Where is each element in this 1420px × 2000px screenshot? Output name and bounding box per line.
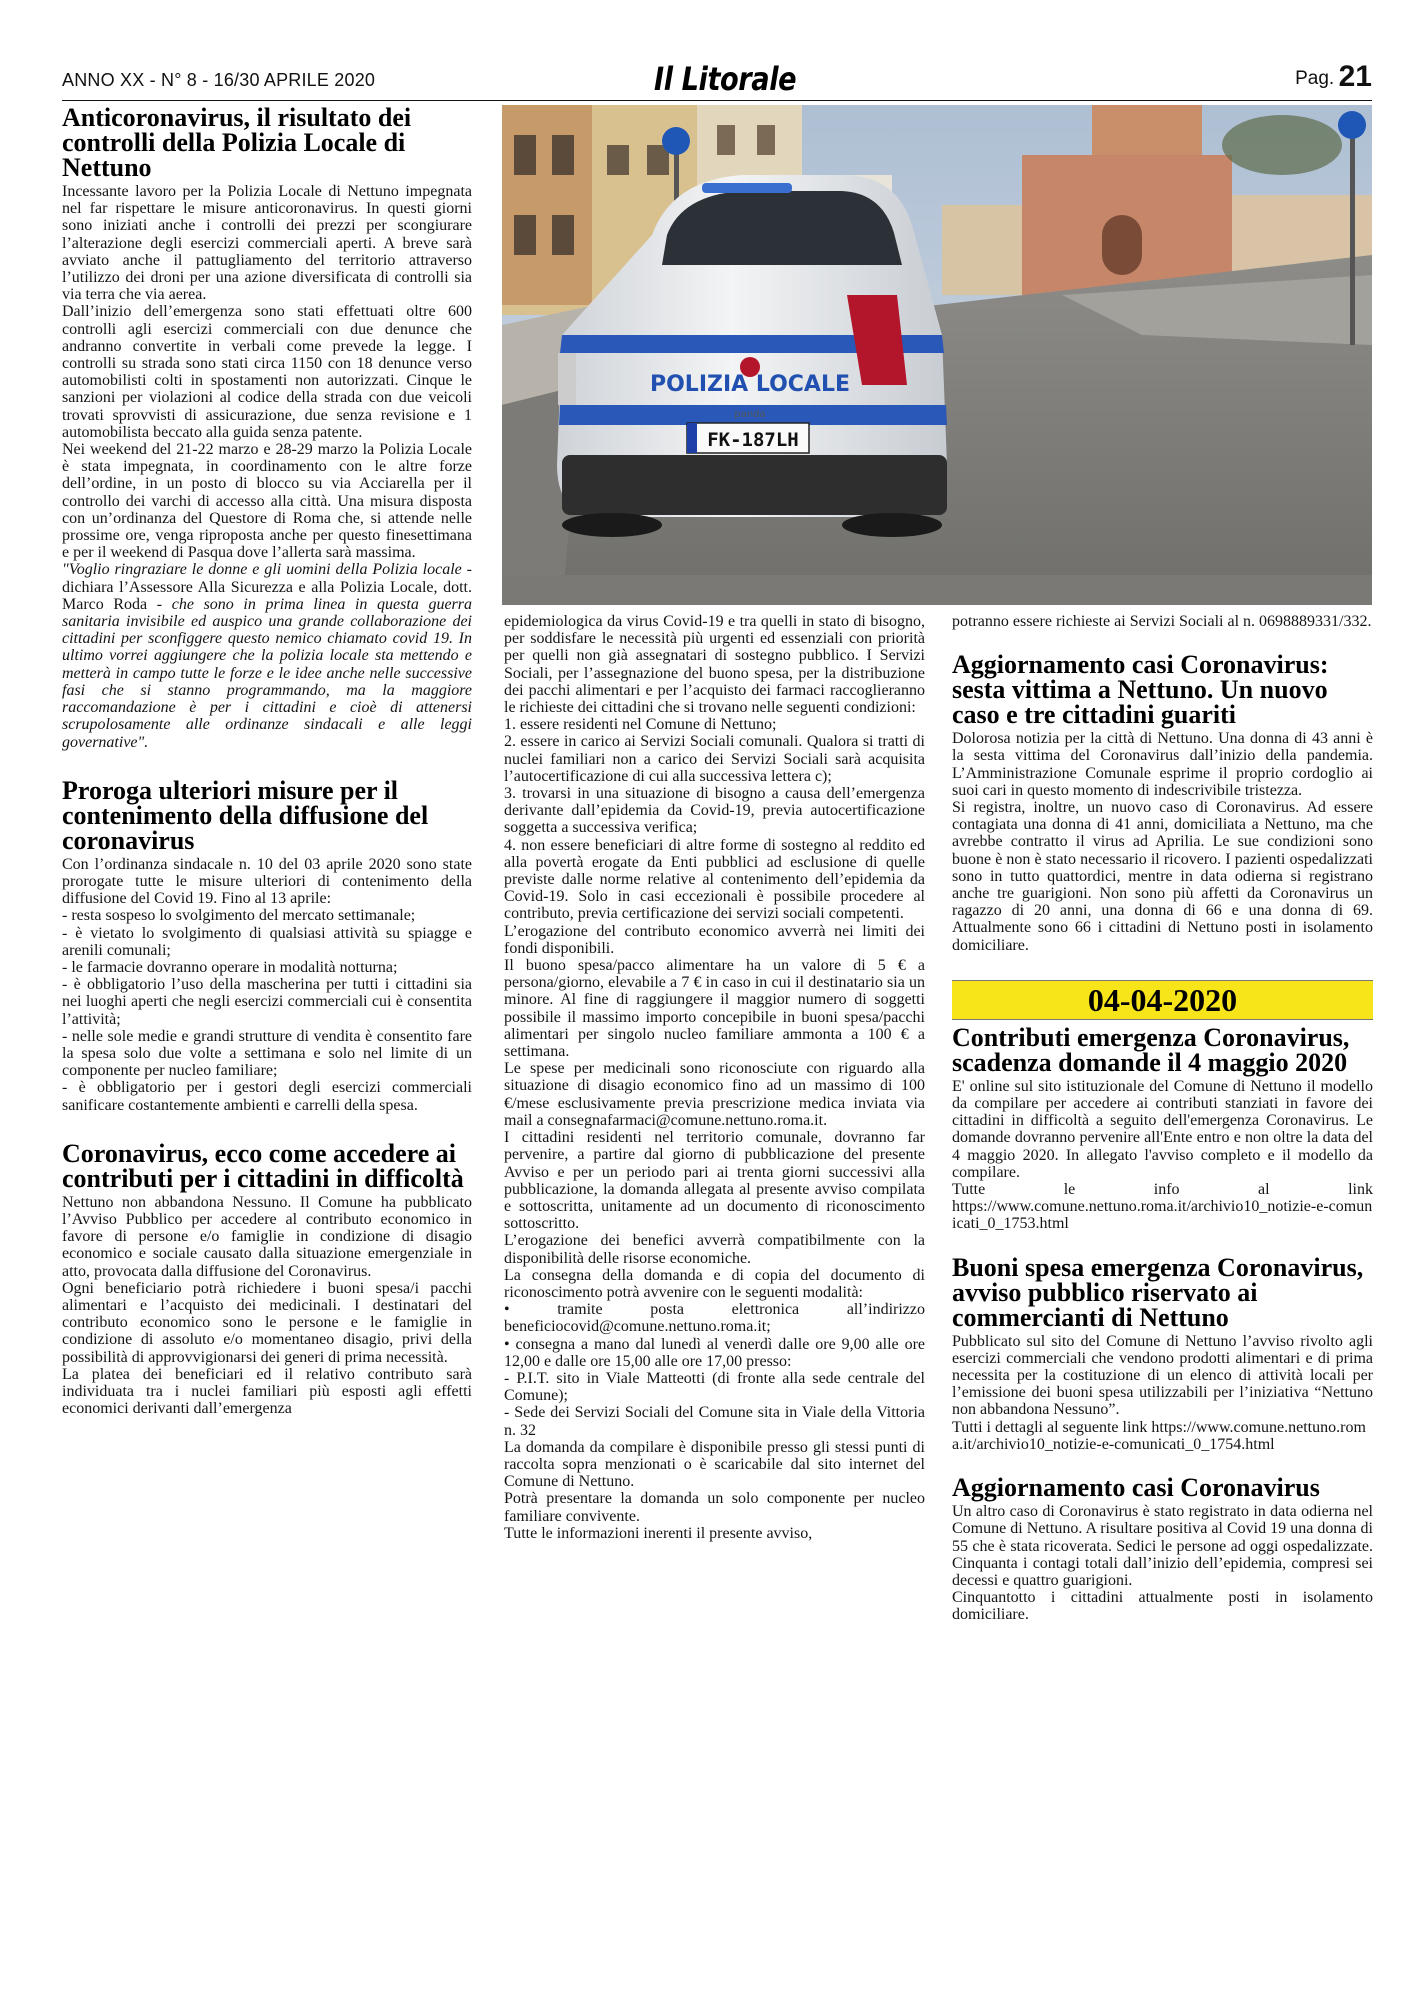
article-link[interactable]: https://www.comune.nettuno.roma.it/archivio10_notizie-e-comunicati_0_1753.html: [952, 1198, 1373, 1233]
page-number-value: 21: [1338, 60, 1372, 93]
article-paragraph: Un altro caso di Coronavirus è stato registrato in data odierna nel Comune di Nettuno. A risultare positiva al Covid 19 una donna di 55 che è stata ricoverata. Sedici le persone ad oggi ospedalizzate. Cinquanta i contagi totali dall’inizio dell’epidemia, compresi sei decessi e quattro guarigioni.: [952, 1503, 1373, 1589]
article-title-sesta-vittima: Aggiornamento casi Coronavirus: sesta vittima a Nettuno. Un nuovo caso e tre cittadini guariti: [952, 650, 1329, 730]
list-item: - nelle sole medie e grandi strutture di vendita è consentito fare la spesa solo due volte a settimana e solo nel limite di un componente per nucleo familiare;: [62, 1027, 472, 1080]
article-paragraph: Incessante lavoro per la Polizia Locale di Nettuno impegnata nel far rispettare le misure anticoronavirus. In questi giorni sono iniziati anche i controlli dei prezzi per scongiurare l’alterazione degli esercizi commerciali aperti. A breve sarà avviato anche il pattugliamento del territorio attraverso l’utilizzo dei droni per una azione diversificata di controlli sia via terra che via aerea.: [62, 183, 472, 304]
article-paragraph: Ogni beneficiario potrà richiedere i buoni spesa/i pacchi alimentari e l’acquisto dei medicinali. I destinatari del contributo economico sono le persone e le famiglie in condizione di assoluto e/o momentaneo disagio, privi della possibilità di approvvigionarsi dei generi di prima necessità.: [62, 1279, 472, 1366]
article-title-contributi: Coronavirus, ecco come accedere ai contributi per i cittadini in difficoltà: [62, 1138, 464, 1193]
list-item: 1. essere residenti nel Comune di Nettuno;: [504, 716, 777, 734]
article-paragraph: I cittadini residenti nel territorio comunale, dovranno far pervenire, a partire dal giorno di pubblicazione del presente Avviso e per un periodo pari ai trenta giorni successivi alla pubblicazione, la domanda allegata al presente avviso compilata e sottoscritta, unitamente ad un documento di riconoscimento sottoscritto.: [504, 1129, 925, 1233]
article-paragraph: potranno essere richieste ai Servizi Sociali al n. 0698889331/332.: [952, 613, 1372, 630]
article-paragraph: Con l’ordinanza sindacale n. 10 del 03 aprile 2020 sono state prorogate tutte le misure ulteriori di contenimento della diffusione del Covid 19. Fino al 13 aprile:: [62, 855, 472, 908]
header-rule: [62, 100, 1372, 101]
list-item: - P.I.T. sito in Viale Matteotti (di fronte alla sede centrale del Comune);: [504, 1369, 925, 1405]
article-title-polizia: Anticoronavirus, il risultato dei controlli della Polizia Locale di Nettuno: [62, 103, 412, 182]
article-title-buoni-spesa: Buoni spesa emergenza Coronavirus, avviso pubblico riservato ai commercianti di Nettuno: [952, 1252, 1364, 1332]
article-quote: [62, 561, 472, 750]
list-item: - Sede dei Servizi Sociali del Comune sita in Viale della Vittoria n. 32: [504, 1404, 925, 1439]
article-paragraph: Pubblicato sul sito del Comune di Nettuno l’avviso rivolto agli esercizi commerciali che vendono prodotti alimentari e di prima necessita per la costituzione di un elenco di attività locali per l’emissione dei buoni spesa utilizzabili per l’iniziativa “Nettuno non abbandona Nessuno”.: [952, 1332, 1373, 1419]
article-title-scadenza: Contributi emergenza Coronavirus, scadenza domande il 4 maggio 2020: [952, 1022, 1350, 1077]
photo-police-text: POLIZIA LOCALE: [649, 372, 851, 397]
quote-part: che sono in prima linea in questa guerra sanitaria invisibile ed auspico una grande collaborazione dei cittadini per sconfiggere questo nemico chiamato covid 19. In ultimo vorrei aggiungere che la polizia locale sta mettendo e metterà in campo tutte le forze e le idee anche nelle successive fasi che si stanno programmando, ma la maggiore raccomandazione è per i cittadini e cioè di attenersi scrupolosamente alle ordinanze sindacali e alle leggi governative".: [62, 595, 473, 751]
date-banner: 04-04-2020: [952, 980, 1373, 1020]
list-item: - è obbligatorio per i gestori degli esercizi commerciali sanificare costantemente ambienti e carrelli della spesa.: [62, 1079, 472, 1114]
column-left: [62, 105, 472, 1417]
page-number: [1295, 60, 1372, 94]
article-paragraph: Tutti i dettagli al seguente link https://www.comune.nettuno.roma.it/archivio10_notizie-e-comunicati_0_1754.html: [952, 1418, 1366, 1453]
article-paragraph: Nettuno non abbandona Nessuno. Il Comune ha pubblicato l’Avviso Pubblico per accedere al contributo economico in favore di persone e/o famiglie in condizione di disagio economico e sociale causato dalla situazione emergenziale in atto, provocata dalla diffusione del Coronavirus.: [62, 1193, 472, 1280]
quote-attribution: - dichiara l’Assessore Alla Sicurezza e alla Polizia Locale, dott. Marco Roda -: [62, 561, 473, 613]
list-item: • consegna a mano dal lunedì al venerdì dalle ore 9,00 alle ore 12,00 e dalle ore 15,00 alle ore 17,00 presso:: [504, 1335, 925, 1370]
article-paragraph: Nei weekend del 21-22 marzo e 28-29 marzo la Polizia Locale è stata impegnata, in coordinamento con le altre forze dell’ordine, in un posto di blocco su via Acciarella per il controllo dei varchi di accesso alla città. Una misura disposta con un’ordinanza del Questore di Roma che, si attende nelle prossime ore, venga riproposta anche per questo finesettimana e per il weekend di Pasqua dove l’allerta sarà massima.: [62, 441, 472, 562]
license-plate: FK-187LH: [707, 429, 799, 451]
article-paragraph: Tutte le informazioni inerenti il presente avviso,: [504, 1524, 813, 1542]
article-paragraph: Cinquantotto i cittadini attualmente posti in isolamento domiciliare.: [952, 1589, 1373, 1624]
article-paragraph: Le spese per medicinali sono riconosciute con riguardo alla situazione di disagio economico fino ad un massimo di 100 €/mese esclusivamente previa prescrizione medica inviata via mail a consegnafarmaci@comune.nettuno.roma.it.: [504, 1060, 925, 1129]
list-item: 3. trovarsi in una situazione di bisogno a causa dell’emergenza derivante dall’epidemia da Covid-19, previa autocertificazione soggetta a successiva verifica;: [504, 785, 925, 837]
article-paragraph: L’erogazione dei benefici avverrà compatibilmente con la disponibilità delle risorse economiche.: [504, 1232, 925, 1267]
article-paragraph: Si registra, inoltre, un nuovo caso di Coronavirus. Ad essere contagiata una donna di 41 anni, domiciliata a Nettuno, ma che avrebbe contratto il virus ad Aprilia. Le sue condizioni sono buone è non è stato necessario il ricovero. I pazienti ospedalizzati sono in tutto quattordici, mentre in data odierna si registrano anche tre guarigioni. Non sono più affetti da Coronavirus un ragazzo di 20 anni, una donna di 66 e una donna di 69. Attualmente sono 66 i cittadini di Nettuno posti in isolamento domiciliare.: [952, 799, 1373, 954]
list-item: - è vietato lo svolgimento di qualsiasi attività su spiagge e arenili comunali;: [62, 924, 472, 959]
article-paragraph: La platea dei beneficiari ed il relativo contributo sarà individuata tra i nuclei familiari più esposti agli effetti economici derivanti dall’emergenza: [62, 1365, 472, 1418]
article-title-aggiornamento: Aggiornamento casi Coronavirus: [952, 1473, 1320, 1503]
quote-part: "Voglio ringraziare le donne e gli uomini della Polizia locale: [62, 561, 462, 579]
page-label: Pag.: [1295, 68, 1335, 89]
issue-info: ANNO XX - N° 8 - 16/30 APRILE 2020: [62, 70, 376, 90]
list-item: 4. non essere beneficiari di altre forme di sostegno al reddito ed alla povertà erogate da Enti pubblici ad esclusione di quelle previste dalle norme relative al contenimento dell’epidemia da Covid-19. Solo in casi eccezionali è possibile procedere al contributo, previa certificazione dei servizi sociali competenti.: [504, 836, 925, 923]
police-car-photo: [502, 105, 1372, 605]
column-middle: [504, 613, 925, 1542]
page-header: [62, 60, 1372, 96]
article-paragraph: Dolorosa notizia per la città di Nettuno. Una donna di 43 anni è la sesta vittima del Coronavirus dall’inizio della pandemia. L’Amministrazione Comunale esprime il proprio cordoglio ai suoi cari in questo momento di indescrivibile tristezza.: [952, 730, 1373, 799]
article-paragraph: La consegna della domanda e di copia del documento di riconoscimento potrà avvenire con le seguenti modalità:: [504, 1266, 925, 1301]
list-item: - resta sospeso lo svolgimento del mercato settimanale;: [62, 907, 416, 925]
column-right: [952, 613, 1373, 1624]
list-item: - è obbligatorio l’uso della mascherina per tutti i cittadini sia nei luoghi aperti che negli esercizi commerciali cui è consentita l’attività;: [62, 976, 472, 1028]
list-item: 2. essere in carico ai Servizi Sociali comunali. Qualora si tratti di nuclei familiari non a carico dei Servizi Sociali sarà acquisita l’autocertificazione di cui alla successiva lettera c);: [504, 733, 925, 785]
article-paragraph: epidemiologica da virus Covid-19 e tra quelli in stato di bisogno, per soddisfare le necessità più urgenti ed essenziali con priorità per quelli non già assegnatari di sostegno pubblico. I Servizi Sociali, per l’assegnazione del buono spesa, per la distribuzione dei pacchi alimentari e per l’acquisto dei farmaci raccoglieranno le richieste dei cittadini che si trovano nelle seguenti condizioni:: [504, 613, 925, 717]
article-title-proroga: Proroga ulteriori misure per il contenimento della diffusione del coronavirus: [62, 775, 429, 855]
list-item: - le farmacie dovranno operare in modalità notturna;: [62, 958, 398, 976]
article-paragraph: Potrà presentare la domanda un solo componente per nucleo familiare convivente.: [504, 1490, 925, 1525]
link-intro: Tutte le info al link: [952, 1181, 1373, 1199]
article-paragraph: E' online sul sito istituzionale del Comune di Nettuno il modello da compilare per accedere ai contributi stanziati in favore dei cittadini in difficoltà a seguito dell'emergenza Coronavirus. Le domande dovranno pervenire all'Ente entro e non oltre la data del 4 maggio 2020. In allegato l'avviso completo e il modello da compilare.: [952, 1077, 1373, 1181]
list-item: • tramite posta elettronica all’indirizzo beneficiocovid@comune.nettuno.roma.it;: [504, 1301, 925, 1336]
article-paragraph: L’erogazione del contributo economico avverrà nei limiti dei fondi disponibili.: [504, 922, 925, 957]
article-paragraph: Il buono spesa/pacco alimentare ha un valore di 5 € a persona/giorno, elevabile a 7 € in caso in cui il destinatario sia un minore. Al fine di raggiungere il maggior numero di soggetti possibile il massimo importo concepibile in buoni spesa/pacchi alimentari per singolo nucleo familiare ammonta a 100 € a settimana.: [504, 957, 925, 1061]
photo-brand: panda: [734, 409, 766, 420]
article-paragraph: Dall’inizio dell’emergenza sono stati effettuati oltre 600 controlli agli esercizi commerciali con due denunce che andranno convertite in verbali come prevede la legge. I controlli su strada sono stati circa 1150 con 18 denunce verso automobilisti colti in spostamenti non autorizzati. Cinque le sanzioni per violazioni al codice della strada con due veicoli trovati sprovvisti di assicurazione, due senza revisione e 1 automobilista beccato alla guida senza patente.: [62, 303, 472, 441]
newspaper-logo: Il Litorale: [654, 60, 797, 98]
article-paragraph: La domanda da compilare è disponibile presso gli stessi punti di raccolta sopra menzionati o è scaricabile dal sito internet del Comune di Nettuno.: [504, 1438, 925, 1491]
